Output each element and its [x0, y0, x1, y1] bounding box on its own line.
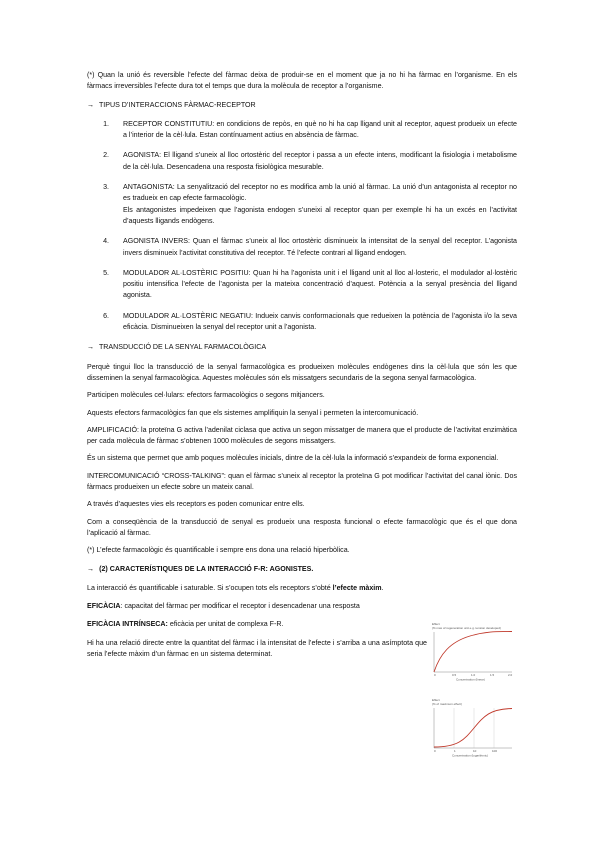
item-number: 5.	[103, 268, 109, 277]
tick-label: 0	[434, 749, 436, 753]
tick-label: 2.0	[508, 673, 513, 677]
x-axis-label: Concentration (linear)	[456, 677, 485, 682]
figure-subtitle: (% of maximum effect)	[432, 702, 462, 706]
item-body	[123, 182, 517, 227]
sigmoid-curve	[434, 709, 512, 748]
tick-label: 10	[473, 749, 477, 753]
item-number: 2.	[103, 151, 109, 160]
item-text: ANTAGONISTA: La senyalització del receptor no es modifica amb la unió al fàrmac. La unió d’un antagonista al receptor no es tradueix en cap efecte farmacològic.	[123, 183, 517, 203]
figure-title: Effect	[432, 622, 440, 626]
hyperbolic-curve-figure	[424, 620, 516, 682]
efficacy-term: EFICÀCIA	[87, 602, 121, 611]
tick-label: 100	[492, 749, 498, 753]
interaction-types-list	[87, 119, 517, 333]
body-paragraph: És un sistema que permet que amb poques molècules inicials, dintre de la cèl·lula la informació s’expandeix de forma exponencial.	[87, 454, 499, 463]
figure-subtitle: (% max of regeneration unit e.g. tension developed)	[432, 626, 501, 630]
transduction-paragraphs	[87, 362, 517, 540]
section-heading-agonists	[87, 564, 427, 575]
arrow-right-icon: →	[87, 100, 95, 109]
figure-title: Effect	[432, 698, 440, 702]
intrinsic-efficacy-text: eficàcia per unitat de complexa F-R.	[167, 620, 284, 629]
section-title: TIPUS D’INTERACCIONS FÀRMAC-RECEPTOR	[98, 100, 256, 109]
item-text: AGONISTA INVERS: Quan el fàrmac s’uneix al lloc ortostèric disminueix la intensitat de la senyal del receptor. L’agonista invers disminueix l’activitat constitutiva del receptor. Té l’efecte contrari al lligand endogen.	[123, 237, 517, 257]
item-text: MODULADOR AL·LOSTÈRIC POSITIU: Quan hi ha l’agonista unit i el lligand unit al lloc al·losteric, el modulador al·lostèric positiu intensifica l’efecte de l’agonista per la mateixa concentració d’aquest. Potència a la senyal presència del lligand agonista.	[123, 268, 517, 300]
intrinsic-efficacy-paragraph	[87, 619, 427, 630]
x-axis-label: Concentration (logarithmic)	[452, 753, 489, 758]
tick-label: 0.5	[452, 673, 457, 677]
body-paragraph: AMPLIFICACIÓ: la proteïna G activa l’adenilat ciclasa que activa un segon missatger de manera que el producte de l’activitat enzimàtica per cada molècula de fàrmac s’obtenen 1000 molècules de segons missatgers.	[87, 425, 517, 446]
item-body	[123, 119, 517, 142]
interaction-type-item	[87, 268, 517, 302]
efficacy-text: : capacitat del fàrmac per modificar el receptor i desencadenar una resposta	[120, 602, 360, 611]
intro-paragraph: (*) Quan la unió és reversible l’efecte del fàrmac deixa de produir-se en el moment que ja no hi ha fàrmac en l’organisme. En els fàrmacs irreversibles l’efecte dura tot el temps que dura la molècula de receptor a l’organisme.	[87, 71, 517, 91]
quantifiable-end: .	[381, 583, 384, 592]
tick-label: 0	[434, 673, 436, 677]
tick-label: 1	[454, 749, 456, 753]
interaction-type-item	[87, 182, 517, 227]
interaction-type-item	[87, 236, 517, 259]
item-text: Els antagonistes impedeixen que l’agonista endogen s’uneixi al receptor quan per exemple hi ha un excés en l’activitat d’aquests lligands endògens.	[123, 205, 517, 225]
item-number: 4.	[103, 237, 109, 246]
quantifiable-text: La interacció és quantificable i saturable. Si s’ocupen tots els receptors s’obté	[87, 583, 333, 592]
hyperbolic-curve	[434, 632, 512, 673]
tick-label: 1.0	[471, 673, 476, 677]
body-paragraph: Com a conseqüència de la transducció de senyal es produeix una resposta funcional o efecte farmacològic que és el que dona l’aplicació al fàrmac.	[87, 517, 517, 537]
section-title: TRANSDUCCIÓ DE LA SENYAL FARMACOLÒGICA	[98, 343, 267, 352]
body-paragraph: Participen molècules cel·lulars: efectors farmacològics o segons mitjancers.	[87, 391, 325, 400]
item-text: MODULADOR AL·LOSTÈRIC NEGATIU: Indueix canvis conformacionals que redueixen la potència de l’agonista i/o la seva eficàcia. Disminueixen la senyal del receptor unit a l’agonista.	[123, 311, 517, 332]
asymptote-paragraph: Hi ha una relació directe entre la quantitat del fàrmac i la intensitat de l’efecte i s’arriba a una asímptota que seria l’efecte màxim d’un fàrmac en un sistema determinat.	[87, 638, 427, 658]
agonists-section	[87, 545, 427, 660]
body-paragraph: INTERCOMUNICACIÓ “CROSS-TALKING”: quan el fàrmac s’uneix al receptor la proteïna G pot modificar l’activitat del canal iònic. Dos fàrmacs produeixen un efecte sobre un mateix canal.	[87, 471, 517, 492]
section-heading-transduction	[87, 342, 517, 353]
item-body	[123, 311, 517, 334]
arrow-right-icon: →	[87, 564, 95, 573]
body-paragraph: Aquests efectors farmacològics fan que els sistemes amplifiquin la senyal i permeten la intercomunicació.	[87, 408, 419, 417]
item-text: RECEPTOR CONSTITUTIU: en condicions de repòs, en què no hi ha cap lligand unit al receptor, aquest produeix un efecte a l’interior de la cèl·lula. Estan contínuament actius en absència de fàrmac.	[123, 119, 517, 140]
item-body	[123, 150, 517, 173]
hyperbolic-curve-graphic	[424, 620, 516, 682]
section-heading-interactions	[87, 100, 517, 111]
item-body	[123, 236, 517, 259]
sigmoid-curve-graphic	[424, 696, 516, 758]
interaction-type-item	[87, 311, 517, 334]
item-number: 1.	[103, 119, 109, 128]
interaction-type-item	[87, 150, 517, 173]
section-title: (2) CARACTERÍSTIQUES DE LA INTERACCIÓ F-R: AGONISTES.	[99, 564, 314, 573]
efficacy-paragraph	[87, 601, 427, 612]
note-paragraph: (*) L’efecte farmacològic és quantificable i sempre ens dona una relació hiperbòlica.	[87, 546, 350, 555]
body-paragraph: A través d’aquestes vies els receptors es poden comunicar entre ells.	[87, 500, 305, 509]
intrinsic-efficacy-term: EFICÀCIA INTRÍNSECA:	[87, 620, 168, 629]
tick-label: 1.5	[490, 673, 495, 677]
item-body	[123, 268, 517, 302]
arrow-right-icon: →	[87, 343, 95, 352]
body-paragraph: Perquè tingui lloc la transducció de la senyal farmacològica es produeixen molècules endògenes dins la cèl·lula que són les que disseminen la senyal farmacològica. Aquestes molècules són els missatgers secundaris de la segona senyal farmacològica.	[87, 362, 517, 382]
sigmoid-curve-figure	[424, 696, 516, 758]
item-text: AGONISTA: El lligand s’uneix al lloc ortostèric del receptor i passa a un efecte intens, modificant la fisiologia i metabolisme de la cèl·lula. Desencadena una resposta fisiològica mesurable.	[123, 151, 517, 171]
document-page	[87, 70, 517, 667]
item-number: 6.	[103, 311, 109, 320]
item-number: 3.	[103, 183, 109, 192]
quantifiable-paragraph	[87, 583, 427, 594]
interaction-type-item	[87, 119, 517, 142]
max-effect-term: l’efecte màxim	[332, 583, 382, 592]
